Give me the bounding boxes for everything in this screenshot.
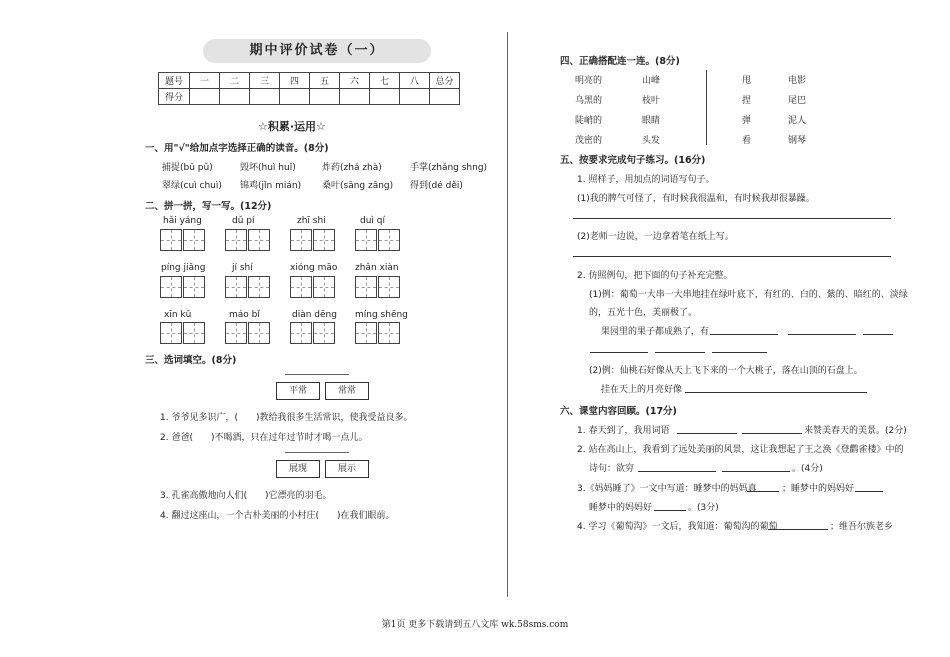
s6-q2-end: 。(4分) — [792, 464, 823, 474]
pinyin-label: zhī shi — [297, 216, 326, 226]
s5-q2b-line1: (2)例：仙桃石好像从天上飞下来的一个大桃子，落在山顶的石盘上。 — [589, 366, 863, 376]
match-divider — [706, 70, 707, 145]
s1-option[interactable]: 桑叶(sāng zāng) — [322, 181, 394, 191]
s1-option[interactable]: 捕捉(bǔ pǔ) — [162, 163, 213, 173]
answer-blank[interactable] — [710, 334, 778, 335]
s5-q1: 1. 照样子，用加点的词语写句子。 — [577, 175, 715, 185]
writing-grid[interactable] — [313, 276, 335, 298]
word-card: 平常 — [276, 382, 320, 400]
match-item[interactable]: 眼睛 — [642, 116, 661, 126]
score-header-cell: 二 — [220, 73, 250, 89]
pinyin-label: zhǎn xiàn — [355, 263, 399, 273]
s1-option[interactable]: 锦鸡(jǐn mián) — [240, 181, 302, 191]
match-item[interactable]: 捏 — [742, 96, 752, 106]
score-table — [158, 72, 460, 105]
answer-blank[interactable] — [855, 491, 883, 492]
s1-option[interactable]: 翠绿(cuì chuì) — [162, 181, 222, 191]
s5-q2b-line2: 挂在天上的月亮好像 — [601, 385, 683, 395]
score-cell[interactable] — [280, 89, 310, 105]
writing-grid[interactable] — [355, 229, 377, 251]
match-item[interactable]: 山峰 — [642, 76, 661, 86]
s1-option[interactable]: 毁坏(huì huǐ) — [240, 163, 296, 173]
writing-grid[interactable] — [225, 229, 247, 251]
s6-q2: 2. 站在高山上，我看到了远处美丽的风景，这让我想起了王之涣《登鹳雀楼》中的 — [577, 445, 904, 455]
writing-grid[interactable] — [160, 276, 182, 298]
s5-q2a-line2: 的，五光十色，美丽极了。 — [589, 308, 698, 318]
answer-blank[interactable] — [655, 352, 705, 353]
s2-heading: 二、拼一拼，写一写。(12分) — [145, 201, 272, 212]
pinyin-label: míng shēng — [355, 310, 408, 320]
score-header-cell: 六 — [340, 73, 370, 89]
pinyin-label: máo bǐ — [229, 310, 260, 320]
answer-blank[interactable] — [685, 392, 867, 393]
word-card: 常常 — [325, 382, 369, 400]
score-cell[interactable] — [310, 89, 340, 105]
answer-blank[interactable] — [863, 334, 893, 335]
writing-grid[interactable] — [355, 276, 377, 298]
match-item[interactable]: 明亮的 — [575, 76, 603, 86]
answer-blank[interactable] — [590, 352, 648, 353]
score-row-label: 得分 — [159, 89, 190, 105]
s6-q4: 4. 学习《葡萄沟》一文后，我知道：葡萄沟的葡萄 — [577, 522, 778, 532]
writing-grid[interactable] — [378, 229, 400, 251]
writing-grid[interactable] — [183, 229, 205, 251]
s6-q1: 1. 春天到了，我用词语 — [577, 426, 670, 436]
answer-blank[interactable] — [654, 510, 686, 511]
score-header-cell: 总分 — [430, 73, 460, 89]
s3-item: 2. 爸爸( )不喝酒，只在过年过节时才喝一点儿。 — [160, 433, 368, 443]
pinyin-label: duì qí — [360, 216, 385, 226]
match-item[interactable]: 乌黑的 — [575, 96, 603, 106]
word-card: 展现 — [276, 460, 320, 478]
match-item[interactable]: 茂密的 — [575, 136, 603, 146]
writing-grid[interactable] — [378, 276, 400, 298]
section-banner: ☆积累·运用☆ — [258, 120, 326, 133]
answer-blank[interactable] — [742, 433, 802, 434]
answer-blank[interactable] — [677, 433, 737, 434]
word-card: 展示 — [325, 460, 369, 478]
answer-line[interactable] — [573, 218, 891, 219]
s6-q3-line2: 睡梦中的妈妈好 — [589, 503, 653, 513]
writing-grid[interactable] — [225, 322, 247, 344]
pinyin-label: xióng māo — [290, 263, 338, 273]
match-item[interactable]: 钢琴 — [788, 136, 807, 146]
score-header-cell: 一 — [190, 73, 220, 89]
writing-grid[interactable] — [355, 322, 377, 344]
s5-q1a: (1)我的脾气可怪了，有时候我很温和，有时候我却很暴躁。 — [577, 194, 815, 204]
score-cell[interactable] — [400, 89, 430, 105]
answer-blank[interactable] — [638, 471, 716, 472]
score-header-cell: 八 — [400, 73, 430, 89]
s1-option[interactable]: 手掌(zhǎng shng) — [410, 163, 488, 173]
s1-heading: 一、用"√"给加点字选择正确的读音。(8分) — [145, 143, 329, 154]
score-table-header-row — [159, 73, 460, 89]
column-divider — [507, 32, 508, 597]
match-item[interactable]: 甩 — [742, 76, 752, 86]
exam-title: 期中评价试卷（一） — [203, 39, 431, 63]
s6-q2-line2: 诗句：欲穷 — [589, 464, 635, 474]
score-cell[interactable] — [340, 89, 370, 105]
pinyin-label: jí shí — [232, 263, 253, 273]
writing-grid[interactable] — [183, 276, 205, 298]
answer-blank[interactable] — [747, 491, 779, 492]
s6-q1-end: 来赞美春天的美景。(2分) — [804, 426, 907, 436]
writing-grid[interactable] — [183, 322, 205, 344]
writing-grid[interactable] — [248, 229, 270, 251]
score-cell[interactable] — [370, 89, 400, 105]
s6-q4-end: ；维吾尔族老乡 — [830, 522, 894, 532]
s4-heading: 四、正确搭配连一连。(8分) — [560, 56, 680, 67]
writing-grid[interactable] — [313, 322, 335, 344]
s3-item: 4. 翻过这座山，一个古朴美丽的小村庄( )在我们眼前。 — [160, 511, 395, 521]
s1-option[interactable]: 得到(dé děi) — [410, 181, 463, 191]
answer-line[interactable] — [573, 256, 891, 257]
match-item[interactable]: 电影 — [788, 76, 807, 86]
writing-grid[interactable] — [160, 229, 182, 251]
s5-q1b: (2)老师一边说，一边拿着笔在纸上写。 — [577, 232, 734, 242]
answer-blank[interactable] — [712, 352, 767, 353]
s6-q3-end: 。(3分) — [688, 503, 719, 513]
score-header-cell: 五 — [310, 73, 340, 89]
match-item[interactable]: 尾巴 — [788, 96, 807, 106]
match-item[interactable]: 弹 — [742, 116, 752, 126]
s5-heading: 五、按要求完成句子练习。(16分) — [560, 155, 706, 166]
writing-grid[interactable] — [225, 276, 247, 298]
s6-q3-mid: ；睡梦中的妈妈好 — [782, 484, 855, 494]
s5-q2a-line1: (1)例：葡萄一大串一大串地挂在绿叶底下，有红的、白的、紫的、暗红的、淡绿 — [589, 290, 908, 300]
pinyin-label: hǎi yáng — [163, 216, 202, 226]
writing-grid[interactable] — [290, 322, 312, 344]
s3-item: 3. 孔雀高傲地向人们( )它漂亮的羽毛。 — [160, 491, 332, 501]
writing-grid[interactable] — [248, 322, 270, 344]
score-header-cell: 四 — [280, 73, 310, 89]
pinyin-label: xīn kǔ — [164, 310, 192, 320]
writing-grid[interactable] — [378, 322, 400, 344]
pinyin-label: píng jiǎng — [161, 263, 206, 273]
writing-grid[interactable] — [313, 229, 335, 251]
writing-grid[interactable] — [248, 276, 270, 298]
score-header-cell: 题号 — [159, 73, 190, 89]
s6-heading: 六、课堂内容回顾。(17分) — [560, 406, 677, 417]
score-cell[interactable] — [250, 89, 280, 105]
score-cell[interactable] — [430, 89, 460, 105]
page-footer: 第1页 更多下载请到五八文库 wk.58sms.com — [381, 620, 569, 630]
match-item[interactable]: 头发 — [642, 136, 661, 146]
writing-grid[interactable] — [160, 322, 182, 344]
score-header-cell: 七 — [370, 73, 400, 89]
score-header-cell: 三 — [250, 73, 280, 89]
writing-grid[interactable] — [290, 229, 312, 251]
s5-q2a-line3: 果园里的果子都成熟了，有 — [601, 327, 710, 337]
s5-q2: 2. 仿照例句，把下面的句子补充完整。 — [577, 271, 733, 281]
match-item[interactable]: 枝叶 — [642, 96, 661, 106]
answer-blank[interactable] — [788, 334, 856, 335]
s3-heading: 三、选词填空。(8分) — [145, 355, 237, 366]
s6-q3: 3.《妈妈睡了》一文中写道：睡梦中的妈妈真 — [577, 484, 757, 494]
pinyin-label: dǔ pí — [232, 216, 255, 226]
match-item[interactable]: 泥人 — [788, 116, 807, 126]
writing-grid[interactable] — [290, 276, 312, 298]
score-cell[interactable] — [190, 89, 220, 105]
answer-blank[interactable] — [722, 471, 790, 472]
score-table-score-row — [159, 89, 460, 105]
score-cell[interactable] — [220, 89, 250, 105]
answer-blank[interactable] — [768, 529, 828, 530]
match-item[interactable]: 陡峭的 — [575, 116, 603, 126]
match-item[interactable]: 看 — [742, 136, 752, 146]
s1-option[interactable]: 炸药(zhá zhà) — [322, 163, 382, 173]
pinyin-label: diàn dēng — [292, 310, 337, 320]
s3-item: 1. 爷爷见多识广，( )教给我很多生活常识，使我受益良多。 — [160, 413, 413, 423]
